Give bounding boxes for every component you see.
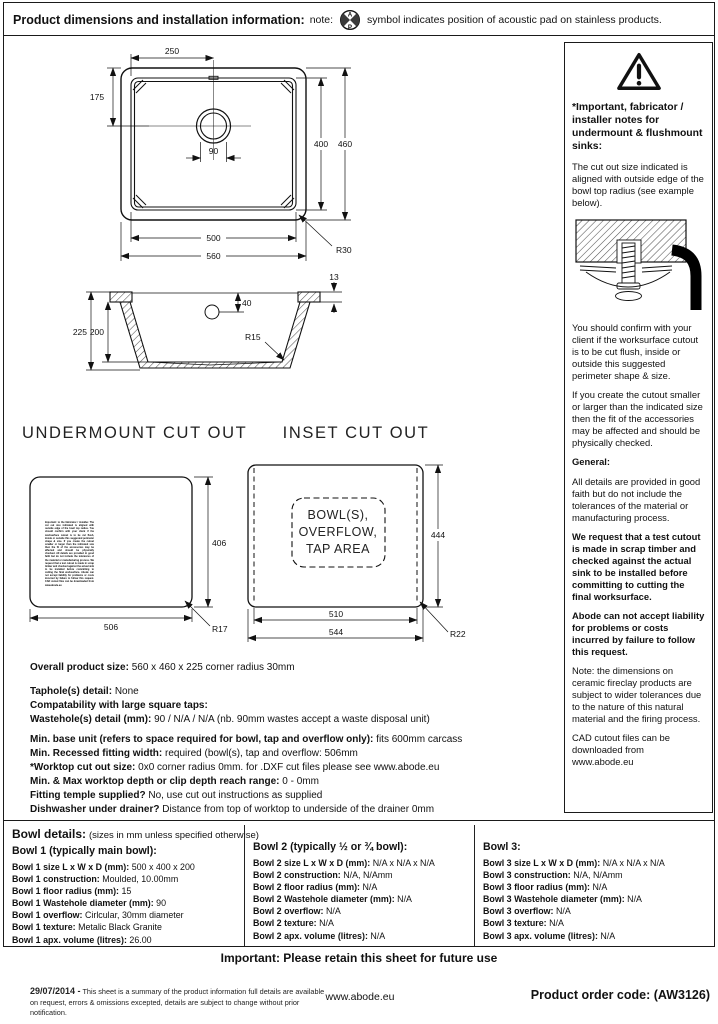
- notes-paragraph: The cut out size indicated is aligned with outside edge of the bowl top radius (see example below).: [572, 161, 704, 209]
- spec-row: Min. & Max worktop depth or clip depth reach range: 0 - 0mm: [30, 776, 319, 787]
- bowl-details-panel: [3, 820, 715, 947]
- bowl-row: Bowl 2 floor radius (mm): N/A: [253, 882, 378, 893]
- ap-symbol-a: A: [347, 10, 353, 18]
- bowl-row: Bowl 3 construction: N/A, N/Amm: [483, 870, 623, 881]
- header-bar: [3, 2, 715, 37]
- bowl-row: Bowl 3 apx. volume (litres): N/A: [483, 930, 616, 941]
- spec-row: Compatability with large square taps:: [30, 700, 208, 711]
- bowl-row: Bowl 1 apx. volume (litres): 26.00: [12, 934, 152, 945]
- bowl-row: Bowl 2 size L x W x D (mm): N/A x N/A x N/A: [253, 858, 435, 868]
- bowl-row: Bowl 1 size L x W x D (mm): 500 x 400 x 200: [12, 862, 195, 872]
- inset-title: INSET CUT OUT: [282, 424, 430, 442]
- bowl-row: Bowl 1 construction: Moulded, 10.00mm: [12, 874, 179, 885]
- bowl-area-line3: TAP AREA: [306, 542, 370, 556]
- bowl-area-line1: BOWL(S),: [307, 508, 369, 522]
- undermount-title: UNDERMOUNT CUT OUT: [22, 424, 248, 442]
- notes-paragraph: You should confirm with your client if the worksurface cutout is to be cut flush, inside or outside this suggested perimeter shape & size.: [572, 322, 699, 382]
- bowl-row: Bowl 3 size L x W x D (mm): N/A x N/A x N/A: [483, 858, 665, 868]
- acoustic-pad-symbol-icon: [338, 8, 362, 32]
- dim-label: 175: [89, 92, 105, 102]
- inset-cutout-drawing: [236, 446, 476, 651]
- notes-heading: *Important, fabricator / installer notes for undermount & flushmount sinks:: [572, 102, 703, 153]
- bowl-column-2: [244, 825, 474, 946]
- bowl-row: Bowl 2 texture: N/A: [253, 918, 334, 929]
- specs-list: [30, 661, 555, 817]
- bowl2-header: Bowl 2 (typically ½ or ¾ bowl):: [253, 841, 408, 853]
- plan-view-drawing: [49, 40, 519, 272]
- dim-label: R17: [212, 624, 228, 634]
- spec-row: Wastehole(s) detail (mm): 90 / N/A / N/A (nb. 90mm wastes accept a waste disposal unit): [30, 714, 430, 725]
- bowl-row: Bowl 2 construction: N/A, N/Amm: [253, 870, 393, 881]
- notes-paragraph: CAD cutout files can be downloaded from www.abode.eu: [572, 732, 670, 768]
- bowl-row: Bowl 1 floor radius (mm): 15: [12, 886, 132, 897]
- footer-website: www.abode.eu: [325, 991, 395, 1003]
- bowl-row: Bowl 3 overflow: N/A: [483, 906, 571, 917]
- notes-paragraph: If you create the cutout smaller or larger than the indicated size then the fit of the accessories may be affected and should be physically checked.: [572, 389, 703, 449]
- dim-label: 460: [337, 139, 353, 149]
- bowl3-header: Bowl 3:: [483, 841, 521, 853]
- notes-paragraph: All details are provided in good faith but do not include the tolerances of the material or manufacturing process.: [572, 475, 701, 523]
- dim-label: 400: [313, 139, 329, 149]
- dim-label: 560: [206, 251, 221, 261]
- warning-icon: [616, 51, 662, 92]
- bowl1-header: Bowl 1 (typically main bowl):: [12, 845, 157, 857]
- note-text: symbol indicates position of acoustic pad on stainless products.: [367, 13, 662, 26]
- ap-symbol-p: P: [347, 23, 353, 31]
- notes-paragraph: We request that a test cutout is made in scrap timber and checked against the actual sink to be installed before committing to cutting the final worksurface.: [572, 530, 701, 602]
- notes-paragraph: Abode can not accept liability for problems or costs incurred by failure to follow this request.: [572, 609, 705, 657]
- dim-label: 406: [212, 538, 227, 548]
- footer-retain-note: Important: Please retain this sheet for future use: [220, 951, 498, 965]
- dim-label: 40: [242, 298, 252, 308]
- spec-row: Taphole(s) detail: None: [30, 686, 139, 697]
- bowl-row: Bowl 1 Wastehole diameter (mm): 90: [12, 898, 167, 909]
- dim-label: R30: [336, 245, 352, 255]
- spec-row: Min. base unit (refers to space required for bowl, tap and overflow only): fits 600mm carcass: [30, 734, 463, 745]
- spec-row: Min. Recessed fitting width: required (bowl(s), tap and overflow: 506mm: [30, 748, 358, 759]
- worktop-example-diagram: [572, 216, 704, 316]
- footer-disclaimer: [30, 985, 330, 1018]
- notes-paragraph: Note: the dimensions on ceramic fireclay products are subject to wider tolerances due to the nature of this natural material and the firing process.: [572, 664, 702, 725]
- dim-label: 225: [72, 327, 87, 337]
- bowl-row: Bowl 1 texture: Metalic Black Granite: [12, 922, 162, 933]
- fine-print-block: Important: to the fabricator / installer. The cut out size indicated is aligned with outside edge of the bowl top radius. You should confirm with your client if the worksurface cutout is to be cut flush, inside or outside this suggested perimeter shape & size. If you create the cutout smaller or larger than the indicated size then the fit of the accessories may be affected and should be physically checked. All details are provided in good faith but do not include the tolerances of the material or manufacturing process. We request that a test cutout is made in scrap timber and checked against the actual sink to be installed before committing to cutting the final worksurface. Abode can not accept liability for problems or costs incurred by failure to follow this request. CAD cutout files can be downloaded from www.abode.eu: [45, 521, 94, 587]
- side-right-lip: [298, 292, 320, 302]
- bowl-column-1: [4, 825, 259, 946]
- dim-label: R22: [450, 629, 466, 639]
- bowl-row: Bowl 3 texture: N/A: [483, 918, 564, 929]
- bowl-details-subheading: (sizes in mm unless specified otherwise): [88, 830, 259, 841]
- bowl-row: Bowl 2 Wastehole diameter (mm): N/A: [253, 894, 412, 905]
- notes-subheading: General:: [572, 456, 611, 468]
- bowl-row: Bowl 1 overflow: Cirlcular, 30mm diameter: [12, 910, 184, 921]
- spec-row: *Worktop cut out size: 0x0 corner radius 0mm. for .DXF cut files please see www.abode.eu: [30, 762, 440, 773]
- side-left-lip: [110, 292, 132, 302]
- dim-label: 544: [328, 627, 344, 637]
- note-label: note:: [309, 13, 334, 26]
- dim-label: R15: [245, 332, 261, 342]
- dim-label: 250: [164, 46, 180, 56]
- dim-label: 444: [430, 530, 446, 540]
- bowl-row: Bowl 2 apx. volume (litres): N/A: [253, 930, 386, 941]
- bowl-details-heading: Bowl details:: [12, 827, 87, 841]
- footer-date: 29/07/2014 -: [30, 986, 81, 996]
- page-title: Product dimensions and installation information:: [13, 12, 305, 27]
- dim-label: 510: [328, 609, 344, 619]
- bowl-row: Bowl 3 Wastehole diameter (mm): N/A: [483, 894, 642, 905]
- side-overflow-hole: [205, 305, 219, 319]
- bowl-row: Bowl 3 floor radius (mm): N/A: [483, 882, 608, 893]
- dim-label: 90: [208, 146, 219, 156]
- bowl-column-3: [474, 825, 714, 946]
- dim-label: 200: [89, 327, 104, 337]
- bowl-area-line2: OVERFLOW,: [298, 525, 378, 539]
- spec-row: Dishwasher under drainer? Distance from top of worktop to underside of the drainer 0mm: [30, 804, 435, 815]
- notes-panel: [564, 42, 713, 813]
- dim-label: 506: [103, 622, 119, 632]
- side-view-drawing: [60, 272, 370, 392]
- dim-label: 13: [329, 272, 339, 282]
- footer-disclaimer-text: This sheet is a summary of the product information full details are available on request, errors & omissions excepted, details are subject to change without prior notification.: [30, 987, 325, 1017]
- spec-row: Overall product size: 560 x 460 x 225 corner radius 30mm: [30, 662, 295, 673]
- footer-order-code: Product order code: (AW3126): [530, 988, 710, 1002]
- spec-row: Fitting temple supplied? No, use cut out instructions as supplied: [30, 790, 323, 801]
- bowl-row: Bowl 2 overflow: N/A: [253, 906, 341, 917]
- dim-label: 500: [206, 233, 221, 243]
